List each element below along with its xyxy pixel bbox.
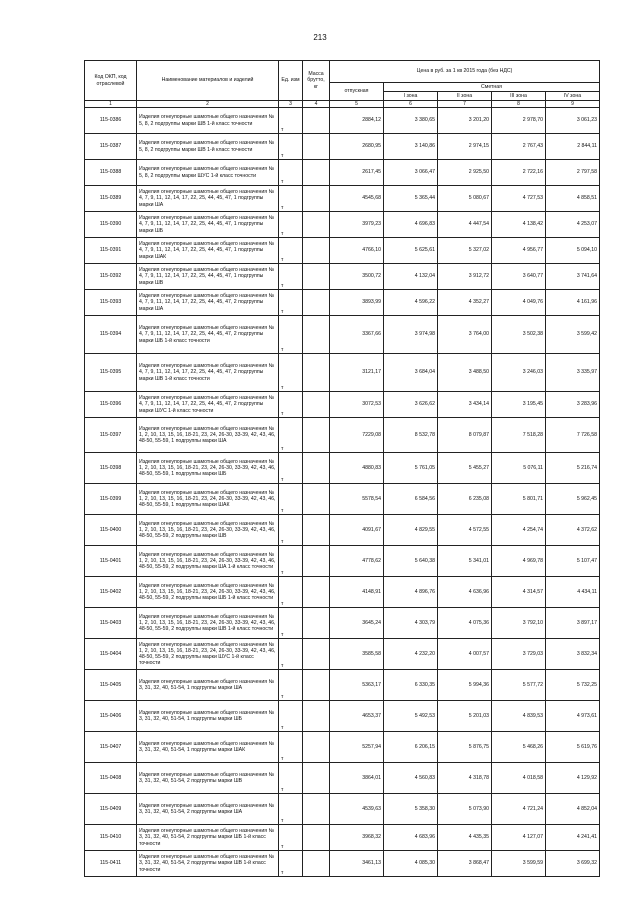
cell-code: 115-0390 — [85, 212, 137, 238]
cell-mass — [303, 825, 330, 851]
table-row — [85, 701, 600, 732]
cell-code: 115-0405 — [85, 670, 137, 701]
header-name: Наименование материалов и изделий — [137, 61, 279, 101]
cell-zone-4-price: 5 962,45 — [546, 484, 600, 515]
cell-zone-4-price: 3 335,97 — [546, 354, 600, 392]
cell-zone-2-price: 2 925,50 — [438, 160, 492, 186]
cell-zone-2-price: 5 455,27 — [438, 453, 492, 484]
cell-release-price: 3461,13 — [330, 851, 384, 877]
cell-name: Изделия огнеупорные шамотные общего назначения № 3, 31, 32, 40, 51-54, 1 подгруппы марки ШАК — [137, 732, 279, 763]
cell-name: Изделия огнеупорные шамотные общего назначения № 3, 31, 32, 40, 51-54, 1 подгруппы марки ША — [137, 670, 279, 701]
cell-zone-3-price: 3 599,59 — [492, 851, 546, 877]
cell-zone-4-price: 3 283,96 — [546, 392, 600, 418]
cell-name: Изделия огнеупорные шамотные общего назначения № 1, 2, 10, 13, 15, 16, 18-21, 23, 24, 26-30, 33-39, 42, 43, 46, 48-50, 55-59, 2 подгруппы марки ША 1-й класс точности — [137, 546, 279, 577]
cell-mass — [303, 639, 330, 670]
cell-zone-3-price: 4 049,76 — [492, 290, 546, 316]
cell-unit: т — [279, 392, 303, 418]
cell-unit: т — [279, 134, 303, 160]
cell-code: 115-0406 — [85, 701, 137, 732]
cell-code: 115-0401 — [85, 546, 137, 577]
page-number: 213 — [313, 33, 327, 42]
cell-unit: т — [279, 418, 303, 453]
cell-release-price: 3072,53 — [330, 392, 384, 418]
cell-zone-4-price: 4 161,96 — [546, 290, 600, 316]
cell-mass — [303, 134, 330, 160]
cell-mass — [303, 763, 330, 794]
cell-zone-4-price: 4 852,04 — [546, 794, 600, 825]
cell-zone-2-price: 5 341,01 — [438, 546, 492, 577]
cell-name: Изделия огнеупорные шамотные общего назначения № 4, 7, 9, 11, 12, 14, 17, 22, 25, 44, 45, 47, 2 подгруппы марки ШВ 1-й класс точности — [137, 354, 279, 392]
table-row — [85, 134, 600, 160]
header-unit: Ед. изм — [279, 61, 303, 101]
cell-code: 115-0392 — [85, 264, 137, 290]
cell-code: 115-0411 — [85, 851, 137, 877]
cell-name: Изделия огнеупорные шамотные общего назначения № 3, 31, 32, 40, 51-54, 1 подгруппы марки ШБ — [137, 701, 279, 732]
cell-release-price: 3121,17 — [330, 354, 384, 392]
table-row — [85, 354, 600, 392]
cell-release-price: 4539,63 — [330, 794, 384, 825]
column-number: 8 — [492, 101, 546, 108]
column-number: 7 — [438, 101, 492, 108]
cell-release-price: 7229,08 — [330, 418, 384, 453]
column-number: 2 — [137, 101, 279, 108]
cell-release-price: 4766,10 — [330, 238, 384, 264]
cell-unit: т — [279, 290, 303, 316]
column-number: 9 — [546, 101, 600, 108]
cell-name: Изделия огнеупорные шамотные общего назначения № 4, 7, 9, 11, 12, 14, 17, 22, 25, 44, 45, 47, 1 подгруппы марки ШАК — [137, 238, 279, 264]
cell-name: Изделия огнеупорные шамотные общего назначения № 5, 8, 2 подгруппы марки ШВ 1-й класс точности — [137, 134, 279, 160]
cell-zone-2-price: 5 327,02 — [438, 238, 492, 264]
header-code: Код ОКП, код отраслевой — [85, 61, 137, 101]
cell-release-price: 3500,72 — [330, 264, 384, 290]
cell-zone-1-price: 5 492,53 — [384, 701, 438, 732]
cell-zone-4-price: 5 094,10 — [546, 238, 600, 264]
table-row — [85, 732, 600, 763]
cell-unit: т — [279, 316, 303, 354]
cell-release-price: 3585,58 — [330, 639, 384, 670]
cell-name: Изделия огнеупорные шамотные общего назначения № 3, 31, 32, 40, 51-54, 2 подгруппы марки ША — [137, 794, 279, 825]
cell-zone-1-price: 4 696,83 — [384, 212, 438, 238]
column-number: 1 — [85, 101, 137, 108]
cell-release-price: 5578,54 — [330, 484, 384, 515]
cell-name: Изделия огнеупорные шамотные общего назначения № 4, 7, 9, 11, 12, 14, 17, 22, 25, 44, 45, 47, 2 подгруппы марки ШУС 1-й класс точности — [137, 392, 279, 418]
cell-zone-1-price: 3 380,65 — [384, 108, 438, 134]
cell-zone-1-price: 5 625,61 — [384, 238, 438, 264]
cell-zone-2-price: 6 235,08 — [438, 484, 492, 515]
cell-zone-4-price: 5 619,76 — [546, 732, 600, 763]
table-row — [85, 825, 600, 851]
cell-zone-1-price: 5 640,38 — [384, 546, 438, 577]
cell-zone-2-price: 2 974,15 — [438, 134, 492, 160]
cell-zone-3-price: 4 956,77 — [492, 238, 546, 264]
cell-name: Изделия огнеупорные шамотные общего назначения № 4, 7, 9, 11, 12, 14, 17, 22, 25, 44, 45, 47, 1 подгруппы марки ША — [137, 186, 279, 212]
cell-zone-4-price: 4 241,41 — [546, 825, 600, 851]
header-release-price: отпускная — [330, 83, 384, 101]
header-zone-4: IV зона — [546, 92, 600, 101]
cell-code: 115-0403 — [85, 608, 137, 639]
cell-zone-3-price: 3 729,03 — [492, 639, 546, 670]
cell-code: 115-0388 — [85, 160, 137, 186]
table-row — [85, 418, 600, 453]
cell-name: Изделия огнеупорные шамотные общего назначения № 1, 2, 10, 13, 15, 16, 18-21, 23, 24, 26-30, 33-39, 42, 43, 46, 48-50, 55-59, 2 подгруппы марки ШУС 1-й класс точности — [137, 639, 279, 670]
table-row — [85, 794, 600, 825]
cell-name: Изделия огнеупорные шамотные общего назначения № 5, 8, 2 подгруппы марки ШВ 1-й класс точности — [137, 108, 279, 134]
cell-unit: т — [279, 453, 303, 484]
cell-zone-2-price: 4 007,57 — [438, 639, 492, 670]
cell-code: 115-0402 — [85, 577, 137, 608]
cell-unit: т — [279, 577, 303, 608]
cell-zone-3-price: 7 518,28 — [492, 418, 546, 453]
column-number: 6 — [384, 101, 438, 108]
cell-zone-2-price: 5 201,03 — [438, 701, 492, 732]
cell-unit: т — [279, 825, 303, 851]
cell-name: Изделия огнеупорные шамотные общего назначения № 1, 2, 10, 13, 15, 16, 18-21, 23, 24, 26-30, 33-39, 42, 43, 46, 48-50, 55-59, 2 подгруппы марки ШБ 1-й класс точности — [137, 577, 279, 608]
cell-zone-2-price: 3 201,20 — [438, 108, 492, 134]
cell-zone-2-price: 4 572,55 — [438, 515, 492, 546]
cell-unit: т — [279, 670, 303, 701]
cell-release-price: 4880,83 — [330, 453, 384, 484]
cell-release-price: 5257,94 — [330, 732, 384, 763]
cell-zone-3-price: 4 727,53 — [492, 186, 546, 212]
cell-zone-2-price: 5 876,75 — [438, 732, 492, 763]
cell-unit: т — [279, 851, 303, 877]
cell-release-price: 4653,37 — [330, 701, 384, 732]
table-row — [85, 515, 600, 546]
cell-zone-2-price: 4 636,96 — [438, 577, 492, 608]
cell-unit: т — [279, 701, 303, 732]
cell-unit: т — [279, 108, 303, 134]
cell-zone-3-price: 4 314,57 — [492, 577, 546, 608]
cell-mass — [303, 732, 330, 763]
cell-zone-2-price: 4 075,36 — [438, 608, 492, 639]
cell-zone-1-price: 8 532,78 — [384, 418, 438, 453]
cell-zone-2-price: 4 435,35 — [438, 825, 492, 851]
cell-name: Изделия огнеупорные шамотные общего назначения № 1, 2, 10, 13, 15, 16, 18-21, 23, 24, 26-30, 33-39, 42, 43, 46, 48-50, 55-59, 1 подгруппы марки ШБ — [137, 453, 279, 484]
cell-release-price: 2680,95 — [330, 134, 384, 160]
cell-code: 115-0386 — [85, 108, 137, 134]
cell-zone-4-price: 4 858,51 — [546, 186, 600, 212]
header-price-title: Цена в руб. за 1 кв 2015 года (без НДС) — [330, 61, 600, 83]
cell-mass — [303, 354, 330, 392]
cell-zone-2-price: 5 073,90 — [438, 794, 492, 825]
cell-unit: т — [279, 546, 303, 577]
cell-zone-4-price: 3 061,23 — [546, 108, 600, 134]
table-row — [85, 851, 600, 877]
cell-code: 115-0408 — [85, 763, 137, 794]
cell-mass — [303, 794, 330, 825]
cell-name: Изделия огнеупорные шамотные общего назначения № 1, 2, 10, 13, 15, 16, 18-21, 23, 24, 26-30, 33-39, 42, 43, 46, 48-50, 55-59, 2 подгруппы марки ШВ 1-й класс точности — [137, 608, 279, 639]
cell-zone-4-price: 4 372,62 — [546, 515, 600, 546]
cell-code: 115-0410 — [85, 825, 137, 851]
price-table — [84, 60, 600, 877]
table-row — [85, 238, 600, 264]
cell-name: Изделия огнеупорные шамотные общего назначения № 4, 7, 9, 11, 12, 14, 17, 22, 25, 44, 45, 47, 2 подгруппы марки ША — [137, 290, 279, 316]
table-row — [85, 546, 600, 577]
cell-mass — [303, 577, 330, 608]
cell-release-price: 4545,68 — [330, 186, 384, 212]
cell-mass — [303, 290, 330, 316]
cell-unit: т — [279, 732, 303, 763]
header-mass: Масса брутто, кг — [303, 61, 330, 101]
cell-release-price: 3979,23 — [330, 212, 384, 238]
cell-zone-3-price: 5 801,71 — [492, 484, 546, 515]
cell-zone-4-price: 5 107,47 — [546, 546, 600, 577]
cell-release-price: 3893,99 — [330, 290, 384, 316]
cell-name: Изделия огнеупорные шамотные общего назначения № 3, 31, 32, 40, 51-54, 2 подгруппы марки ШВ 1-й класс точности — [137, 851, 279, 877]
cell-code: 115-0387 — [85, 134, 137, 160]
cell-unit: т — [279, 160, 303, 186]
cell-zone-1-price: 3 066,47 — [384, 160, 438, 186]
cell-unit: т — [279, 794, 303, 825]
cell-zone-1-price: 4 560,83 — [384, 763, 438, 794]
cell-mass — [303, 186, 330, 212]
cell-release-price: 4778,62 — [330, 546, 384, 577]
cell-zone-4-price: 3 897,17 — [546, 608, 600, 639]
cell-zone-2-price: 3 488,50 — [438, 354, 492, 392]
cell-zone-2-price: 4 447,54 — [438, 212, 492, 238]
cell-zone-1-price: 5 358,30 — [384, 794, 438, 825]
cell-mass — [303, 851, 330, 877]
cell-zone-2-price: 4 318,78 — [438, 763, 492, 794]
cell-zone-1-price: 6 330,35 — [384, 670, 438, 701]
cell-zone-3-price: 3 246,03 — [492, 354, 546, 392]
cell-zone-4-price: 7 726,58 — [546, 418, 600, 453]
column-number: 3 — [279, 101, 303, 108]
cell-mass — [303, 701, 330, 732]
cell-code: 115-0389 — [85, 186, 137, 212]
cell-zone-3-price: 4 721,24 — [492, 794, 546, 825]
cell-zone-2-price: 3 434,14 — [438, 392, 492, 418]
cell-code: 115-0394 — [85, 316, 137, 354]
cell-unit: т — [279, 186, 303, 212]
table-row — [85, 108, 600, 134]
cell-zone-3-price: 4 018,58 — [492, 763, 546, 794]
cell-zone-4-price: 5 732,25 — [546, 670, 600, 701]
header-zone-2: II зона — [438, 92, 492, 101]
cell-release-price: 3968,32 — [330, 825, 384, 851]
cell-release-price: 3367,66 — [330, 316, 384, 354]
cell-name: Изделия огнеупорные шамотные общего назначения № 1, 2, 10, 13, 15, 16, 18-21, 23, 24, 26-30, 33-39, 42, 43, 46, 48-50, 55-59, 1 подгруппы марки ША — [137, 418, 279, 453]
cell-mass — [303, 238, 330, 264]
table-row — [85, 212, 600, 238]
cell-zone-1-price: 4 896,76 — [384, 577, 438, 608]
cell-zone-1-price: 5 761,05 — [384, 453, 438, 484]
cell-zone-1-price: 4 596,22 — [384, 290, 438, 316]
table-row — [85, 392, 600, 418]
cell-mass — [303, 515, 330, 546]
cell-mass — [303, 670, 330, 701]
cell-zone-3-price: 3 640,77 — [492, 264, 546, 290]
cell-release-price: 2617,45 — [330, 160, 384, 186]
cell-code: 115-0391 — [85, 238, 137, 264]
cell-zone-2-price: 3 764,00 — [438, 316, 492, 354]
header-zone-1: I зона — [384, 92, 438, 101]
cell-name: Изделия огнеупорные шамотные общего назначения № 1, 2, 10, 13, 15, 16, 18-21, 23, 24, 26-30, 33-39, 42, 43, 46, 48-50, 55-59, 1 подгруппы марки ШАК — [137, 484, 279, 515]
cell-name: Изделия огнеупорные шамотные общего назначения № 4, 7, 9, 11, 12, 14, 17, 22, 25, 44, 45, 47, 1 подгруппы марки ШБ — [137, 212, 279, 238]
cell-zone-1-price: 6 584,56 — [384, 484, 438, 515]
cell-code: 115-0409 — [85, 794, 137, 825]
cell-zone-3-price: 2 767,43 — [492, 134, 546, 160]
cell-code: 115-0398 — [85, 453, 137, 484]
cell-zone-2-price: 5 080,67 — [438, 186, 492, 212]
cell-mass — [303, 212, 330, 238]
cell-code: 115-0395 — [85, 354, 137, 392]
cell-mass — [303, 546, 330, 577]
table-row — [85, 290, 600, 316]
cell-zone-4-price: 4 434,11 — [546, 577, 600, 608]
cell-mass — [303, 108, 330, 134]
header-estimate-price: Сметная — [384, 83, 600, 92]
cell-unit: т — [279, 264, 303, 290]
cell-zone-1-price: 4 683,96 — [384, 825, 438, 851]
table-row — [85, 186, 600, 212]
cell-zone-1-price: 3 684,04 — [384, 354, 438, 392]
table-body — [85, 108, 600, 877]
table-row — [85, 484, 600, 515]
cell-code: 115-0404 — [85, 639, 137, 670]
cell-unit: т — [279, 608, 303, 639]
cell-unit: т — [279, 763, 303, 794]
cell-unit: т — [279, 515, 303, 546]
cell-unit: т — [279, 639, 303, 670]
cell-unit: т — [279, 238, 303, 264]
cell-code: 115-0393 — [85, 290, 137, 316]
cell-zone-4-price: 3 741,64 — [546, 264, 600, 290]
cell-release-price: 4091,67 — [330, 515, 384, 546]
cell-zone-3-price: 4 839,53 — [492, 701, 546, 732]
cell-unit: т — [279, 212, 303, 238]
cell-mass — [303, 392, 330, 418]
cell-unit: т — [279, 484, 303, 515]
cell-zone-1-price: 6 206,15 — [384, 732, 438, 763]
cell-release-price: 4148,91 — [330, 577, 384, 608]
cell-mass — [303, 160, 330, 186]
table-row — [85, 670, 600, 701]
cell-name: Изделия огнеупорные шамотные общего назначения № 5, 8, 2 подгруппы марки ШУС 1-й класс точности — [137, 160, 279, 186]
cell-unit: т — [279, 354, 303, 392]
cell-zone-4-price: 3 832,34 — [546, 639, 600, 670]
cell-zone-1-price: 4 303,79 — [384, 608, 438, 639]
cell-mass — [303, 453, 330, 484]
cell-zone-3-price: 4 127,07 — [492, 825, 546, 851]
cell-name: Изделия огнеупорные шамотные общего назначения № 3, 31, 32, 40, 51-54, 2 подгруппы марки ШБ 1-й класс точности — [137, 825, 279, 851]
cell-zone-3-price: 2 722,16 — [492, 160, 546, 186]
cell-zone-4-price: 3 699,32 — [546, 851, 600, 877]
cell-code: 115-0397 — [85, 418, 137, 453]
cell-zone-1-price: 3 974,98 — [384, 316, 438, 354]
cell-release-price: 3864,01 — [330, 763, 384, 794]
cell-zone-3-price: 5 076,11 — [492, 453, 546, 484]
column-number: 5 — [330, 101, 384, 108]
cell-release-price: 3645,24 — [330, 608, 384, 639]
cell-zone-2-price: 8 079,87 — [438, 418, 492, 453]
header-zone-3: III зона — [492, 92, 546, 101]
cell-mass — [303, 418, 330, 453]
cell-zone-2-price: 3 868,47 — [438, 851, 492, 877]
cell-release-price: 2884,12 — [330, 108, 384, 134]
cell-zone-3-price: 4 138,42 — [492, 212, 546, 238]
cell-code: 115-0407 — [85, 732, 137, 763]
cell-zone-4-price: 4 973,61 — [546, 701, 600, 732]
cell-zone-1-price: 3 626,62 — [384, 392, 438, 418]
cell-zone-2-price: 3 912,72 — [438, 264, 492, 290]
cell-zone-4-price: 2 797,58 — [546, 160, 600, 186]
cell-code: 115-0396 — [85, 392, 137, 418]
cell-zone-4-price: 5 216,74 — [546, 453, 600, 484]
cell-zone-4-price: 4 253,07 — [546, 212, 600, 238]
cell-zone-1-price: 3 140,86 — [384, 134, 438, 160]
cell-zone-3-price: 4 969,78 — [492, 546, 546, 577]
cell-zone-4-price: 2 844,11 — [546, 134, 600, 160]
cell-code: 115-0399 — [85, 484, 137, 515]
cell-zone-3-price: 3 502,38 — [492, 316, 546, 354]
cell-zone-1-price: 5 365,44 — [384, 186, 438, 212]
cell-zone-4-price: 3 599,42 — [546, 316, 600, 354]
cell-code: 115-0400 — [85, 515, 137, 546]
cell-zone-2-price: 4 352,27 — [438, 290, 492, 316]
cell-name: Изделия огнеупорные шамотные общего назначения № 1, 2, 10, 13, 15, 16, 18-21, 23, 24, 26-30, 33-39, 42, 43, 46, 48-50, 55-59, 2 подгруппы марки ШВ — [137, 515, 279, 546]
cell-zone-3-price: 4 254,74 — [492, 515, 546, 546]
cell-name: Изделия огнеупорные шамотные общего назначения № 3, 31, 32, 40, 51-54, 2 подгруппы марки ШВ — [137, 763, 279, 794]
cell-mass — [303, 316, 330, 354]
table-row — [85, 264, 600, 290]
cell-mass — [303, 264, 330, 290]
table-row — [85, 160, 600, 186]
cell-zone-3-price: 3 792,10 — [492, 608, 546, 639]
cell-mass — [303, 608, 330, 639]
cell-zone-3-price: 5 468,26 — [492, 732, 546, 763]
table-row — [85, 577, 600, 608]
cell-zone-3-price: 2 978,70 — [492, 108, 546, 134]
cell-zone-1-price: 4 829,55 — [384, 515, 438, 546]
cell-zone-1-price: 4 132,04 — [384, 264, 438, 290]
cell-zone-3-price: 3 195,45 — [492, 392, 546, 418]
cell-name: Изделия огнеупорные шамотные общего назначения № 4, 7, 9, 11, 12, 14, 17, 22, 25, 44, 45, 47, 1 подгруппы марки ШВ — [137, 264, 279, 290]
table-row — [85, 763, 600, 794]
cell-mass — [303, 484, 330, 515]
cell-zone-1-price: 4 232,20 — [384, 639, 438, 670]
cell-zone-4-price: 4 129,92 — [546, 763, 600, 794]
cell-zone-3-price: 5 577,72 — [492, 670, 546, 701]
cell-zone-2-price: 5 994,36 — [438, 670, 492, 701]
table-row — [85, 316, 600, 354]
cell-name: Изделия огнеупорные шамотные общего назначения № 4, 7, 9, 11, 12, 14, 17, 22, 25, 44, 45, 47, 2 подгруппы марки ШБ 1-й класс точности — [137, 316, 279, 354]
cell-zone-1-price: 4 085,30 — [384, 851, 438, 877]
table-row — [85, 639, 600, 670]
column-number: 4 — [303, 101, 330, 108]
cell-release-price: 5363,17 — [330, 670, 384, 701]
table-row — [85, 608, 600, 639]
table-row — [85, 453, 600, 484]
